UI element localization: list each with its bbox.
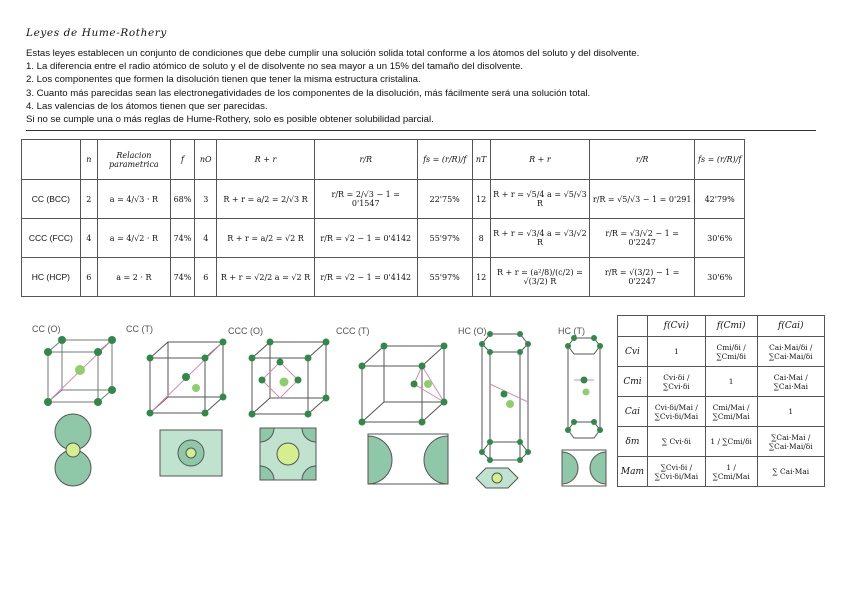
row-label: Cmi xyxy=(618,367,648,397)
cell-f: 74% xyxy=(170,219,194,258)
cell-rr2: R + r = (a²/8)/(c/2) = √(3/2) R xyxy=(490,258,589,297)
cell-relacion: a = 4/√2 · R xyxy=(97,219,170,258)
conversion-cell: Cai·Mai/δi / ∑Cai·Mai/δi xyxy=(757,337,824,367)
conversion-cell: ∑ Cvi·δi xyxy=(647,427,705,457)
header-cv: f(Cvi) xyxy=(647,316,705,337)
hcp-octa-drawing xyxy=(456,322,552,492)
row-name: HC (HCP) xyxy=(22,258,81,297)
divider xyxy=(26,130,816,131)
table-row xyxy=(22,180,745,219)
conversion-cell: 1 xyxy=(647,337,705,367)
cell-no: 4 xyxy=(195,219,217,258)
bcc-tetra-drawing xyxy=(120,322,230,492)
cell-ratio1: r/R = √2 − 1 = 0'4142 xyxy=(314,258,417,297)
header-relacion: Relacion parametrica xyxy=(97,140,170,180)
header-cm: f(Cmi) xyxy=(705,316,757,337)
sketch-caption: CC (T) xyxy=(126,324,153,334)
row-label: δm xyxy=(618,427,648,457)
cell-fs1: 22'75% xyxy=(417,180,472,219)
bcc-cube-drawing xyxy=(28,322,118,492)
cell-rr1: R + r = a/2 = 2/√3 R xyxy=(217,180,314,219)
corner-cell xyxy=(618,316,648,337)
sketch-caption: CCC (T) xyxy=(336,326,370,336)
header-rr1: R + r xyxy=(217,140,314,180)
sketch-caption: CCC (O) xyxy=(228,326,263,336)
cell-rr1: R + r = a/2 = √2 R xyxy=(217,219,314,258)
header-ratio1: r/R xyxy=(314,140,417,180)
header-n: n xyxy=(80,140,97,180)
cell-f: 68% xyxy=(170,180,194,219)
conversion-cell: ∑ Cai·Mai xyxy=(757,457,824,487)
cell-n: 6 xyxy=(80,258,97,297)
conversion-cell: 1 xyxy=(757,397,824,427)
sketch-hc-octahedral xyxy=(456,322,552,492)
row-label: Cai xyxy=(618,397,648,427)
conversion-cell: ∑Cvi·δi / ∑Cvi·δi/Mai xyxy=(647,457,705,487)
cell-relacion: a = 4/√3 · R xyxy=(97,180,170,219)
cell-ratio2: r/R = √(3/2) − 1 = 0'2247 xyxy=(590,258,695,297)
sketch-caption: HC (T) xyxy=(558,326,585,336)
intro-text xyxy=(26,47,826,126)
cell-fs1: 55'97% xyxy=(417,258,472,297)
conversion-cell: ∑Cai·Mai / ∑Cai·Mai/δi xyxy=(757,427,824,457)
fcc-tetra-drawing xyxy=(332,322,454,492)
row-name: CCC (FCC) xyxy=(22,219,81,258)
header-nt: nT xyxy=(472,140,490,180)
conversion-cell: 1 / ∑Cmi/δi xyxy=(705,427,757,457)
conversion-cell: 1 / ∑Cmi/Mai xyxy=(705,457,757,487)
cell-no: 3 xyxy=(195,180,217,219)
intro-line: 1. La diferencia entre el radio atómico de soluto y el de disolvente no sea mayor a un 15% del tamaño del disolvente. xyxy=(26,61,524,73)
cell-nt: 12 xyxy=(472,180,490,219)
table-row xyxy=(22,258,745,297)
cell-rr2: R + r = √5/4 a = √5/√3 R xyxy=(490,180,589,219)
conversion-row xyxy=(618,367,825,397)
sketch-cc-octahedral xyxy=(28,322,118,492)
cell-fs1: 55'97% xyxy=(417,219,472,258)
row-label: Mam xyxy=(618,457,648,487)
header-rr2: R + r xyxy=(490,140,589,180)
conversion-row xyxy=(618,397,825,427)
conversion-row xyxy=(618,457,825,487)
cell-ratio1: r/R = √2 − 1 = 0'4142 xyxy=(314,219,417,258)
conversion-row xyxy=(618,427,825,457)
cell-f: 74% xyxy=(170,258,194,297)
row-name: CC (BCC) xyxy=(22,180,81,219)
cell-relacion: a = 2 · R xyxy=(97,258,170,297)
fcc-octa-drawing xyxy=(226,322,330,492)
header-f: f xyxy=(170,140,194,180)
cell-nt: 12 xyxy=(472,258,490,297)
cell-ratio2: r/R = √3/√2 − 1 = 0'2247 xyxy=(590,219,695,258)
intro-line: 2. Los componentes que formen la disolución tienen que tener la misma estructura cristalina. xyxy=(26,74,421,86)
cell-fs2: 30'6% xyxy=(695,258,745,297)
cell-n: 2 xyxy=(80,180,97,219)
structures-table xyxy=(21,139,745,297)
page-title: Leyes de Hume-Rothery xyxy=(26,27,167,39)
intro-line: Estas leyes establecen un conjunto de condiciones que debe cumplir una solución solida total conforme a los átomos del soluto y del disolvente. xyxy=(26,48,640,59)
cell-ratio2: r/R = √5/√3 − 1 = 0'291 xyxy=(590,180,695,219)
conversion-cell: Cmi/δi / ∑Cmi/δi xyxy=(705,337,757,367)
table-header-row xyxy=(22,140,745,180)
hcp-tetra-drawing xyxy=(554,322,616,492)
intro-line: Si no se cumple una o más reglas de Hume-Rothery, solo es posible obtener solubilidad parcial. xyxy=(26,114,434,126)
header-ca: f(Cai) xyxy=(757,316,824,337)
header-fs1: fs = (r/R)/f xyxy=(417,140,472,180)
table-row xyxy=(22,219,745,258)
cell-n: 4 xyxy=(80,219,97,258)
cell-ratio1: r/R = 2/√3 − 1 = 0'1547 xyxy=(314,180,417,219)
sketch-caption: HC (O) xyxy=(458,326,487,336)
cell-no: 6 xyxy=(195,258,217,297)
conversion-table xyxy=(617,315,825,487)
header-ratio2: r/R xyxy=(590,140,695,180)
conversion-row xyxy=(618,337,825,367)
intro-line: 4. Las valencias de los átomos tienen que ser parecidas. xyxy=(26,100,268,112)
corner-cell xyxy=(22,140,81,180)
sketch-ccc-octahedral xyxy=(226,322,330,492)
conversion-header-row xyxy=(618,316,825,337)
header-fs2: fs = (r/R)/f xyxy=(695,140,745,180)
sketch-caption: CC (O) xyxy=(32,324,61,334)
cell-rr1: R + r = √2/2 a = √2 R xyxy=(217,258,314,297)
cell-fs2: 30'6% xyxy=(695,219,745,258)
conversion-cell: Cvi·δi/Mai / ∑Cvi·δi/Mai xyxy=(647,397,705,427)
row-label: Cvi xyxy=(618,337,648,367)
conversion-cell: 1 xyxy=(705,367,757,397)
cell-nt: 8 xyxy=(472,219,490,258)
sketch-hc-tetrahedral xyxy=(554,322,616,492)
sketch-cc-tetrahedral xyxy=(120,322,230,492)
cell-rr2: R + r = √3/4 a = √3/√2 R xyxy=(490,219,589,258)
cell-fs2: 42'79% xyxy=(695,180,745,219)
conversion-cell: Cvi·δi / ∑Cvi·δi xyxy=(647,367,705,397)
intro-line: 3. Cuanto más parecidas sean las electronegatividades de los componentes de la disolución, más fácilmente será una solución total. xyxy=(26,87,591,99)
sketch-ccc-tetrahedral xyxy=(332,322,454,492)
conversion-cell: Cmi/Mai / ∑Cmi/Mai xyxy=(705,397,757,427)
conversion-cell: Cai·Mai / ∑Cai·Mai xyxy=(757,367,824,397)
header-no: nO xyxy=(195,140,217,180)
